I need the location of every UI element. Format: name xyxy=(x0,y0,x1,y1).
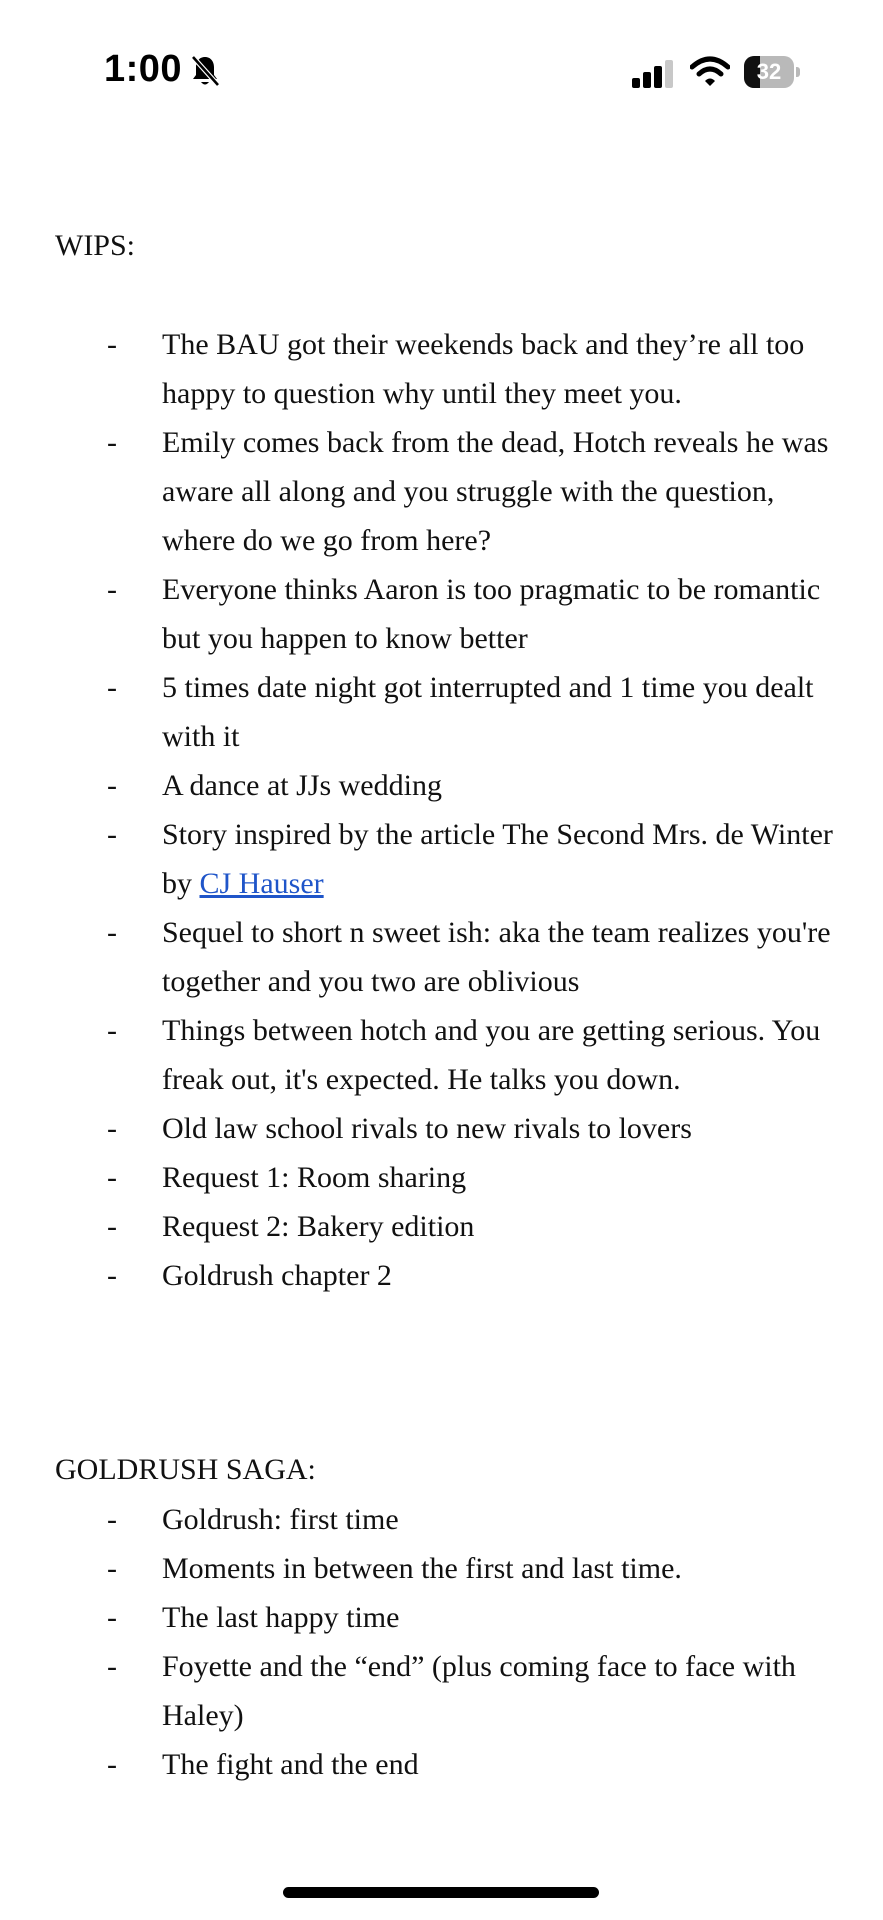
goldrush-heading: GOLDRUSH SAGA: xyxy=(55,1453,316,1486)
bullet-dash: - xyxy=(107,1601,117,1634)
bullet-dash: - xyxy=(107,1748,117,1781)
list-item-text: A dance at JJs wedding xyxy=(162,769,442,802)
bell-slash-icon xyxy=(190,54,220,88)
bullet-dash: - xyxy=(107,671,117,704)
battery-icon xyxy=(744,56,800,88)
list-item xyxy=(0,1740,883,1789)
bullet-dash: - xyxy=(107,1161,117,1194)
list-item-text: Request 1: Room sharing xyxy=(162,1161,467,1194)
home-indicator[interactable] xyxy=(283,1887,599,1898)
bullet-dash: - xyxy=(107,916,117,949)
bullet-dash: - xyxy=(107,1503,117,1536)
list-item xyxy=(0,320,883,418)
list-item xyxy=(0,1251,883,1300)
list-item-text: Goldrush chapter 2 xyxy=(162,1259,392,1292)
status-bar xyxy=(0,0,883,140)
wips-list xyxy=(0,320,883,1300)
wifi-icon xyxy=(690,56,730,88)
bullet-dash: - xyxy=(107,426,117,459)
bullet-dash: - xyxy=(107,1112,117,1145)
list-item xyxy=(0,761,883,810)
goldrush-list xyxy=(0,1495,883,1789)
list-item xyxy=(0,418,883,565)
list-item-text: Old law school rivals to new rivals to lovers xyxy=(162,1112,692,1145)
battery-level: 32 xyxy=(756,59,782,84)
list-item xyxy=(0,663,883,761)
list-item-text: Everyone thinks Aaron is too pragmatic to be romantic but you happen to know better xyxy=(162,573,821,655)
cj-hauser-link[interactable]: CJ Hauser xyxy=(199,867,324,900)
list-item xyxy=(0,1642,883,1740)
list-item-text: Things between hotch and you are getting serious. You freak out, it's expected. He talks you down. xyxy=(162,1014,821,1096)
bullet-dash: - xyxy=(107,1210,117,1243)
list-item-text: Moments in between the first and last time. xyxy=(162,1552,682,1585)
list-item xyxy=(0,1104,883,1153)
list-item-text: The fight and the end xyxy=(162,1748,419,1781)
list-item xyxy=(0,1593,883,1642)
bullet-dash: - xyxy=(107,1552,117,1585)
bullet-dash: - xyxy=(107,1650,117,1683)
list-item xyxy=(0,1006,883,1104)
list-item-text: Emily comes back from the dead, Hotch reveals he was aware all along and you struggle with the question, where do we go from here? xyxy=(162,426,829,557)
list-item xyxy=(0,1544,883,1593)
bullet-dash: - xyxy=(107,573,117,606)
bullet-dash: - xyxy=(107,769,117,802)
list-item-text: 5 times date night got interrupted and 1 time you dealt with it xyxy=(162,671,814,753)
bullet-dash: - xyxy=(107,1014,117,1047)
list-item xyxy=(0,908,883,1006)
list-item xyxy=(0,1495,883,1544)
list-item-text: Request 2: Bakery edition xyxy=(162,1210,475,1243)
list-item xyxy=(0,1153,883,1202)
status-time: 1:00 xyxy=(104,48,183,90)
list-item xyxy=(0,810,883,908)
list-item xyxy=(0,1202,883,1251)
bullet-dash: - xyxy=(107,1259,117,1292)
list-item-text: The BAU got their weekends back and they’re all too happy to question why until they meet you. xyxy=(162,328,805,410)
list-item-text: Sequel to short n sweet ish: aka the team realizes you're together and you two are oblivious xyxy=(162,916,831,998)
wips-heading: WIPS: xyxy=(55,229,136,262)
bullet-dash: - xyxy=(107,328,117,361)
bullet-dash: - xyxy=(107,818,117,851)
list-item-text: Foyette and the “end” (plus coming face to face with Haley) xyxy=(162,1650,796,1732)
cellular-signal-icon xyxy=(632,60,674,88)
list-item-text: The last happy time xyxy=(162,1601,400,1634)
list-item xyxy=(0,565,883,663)
list-item-text: Goldrush: first time xyxy=(162,1503,399,1536)
list-item-text: Story inspired by the article The Second Mrs. de Winter by xyxy=(162,818,833,900)
